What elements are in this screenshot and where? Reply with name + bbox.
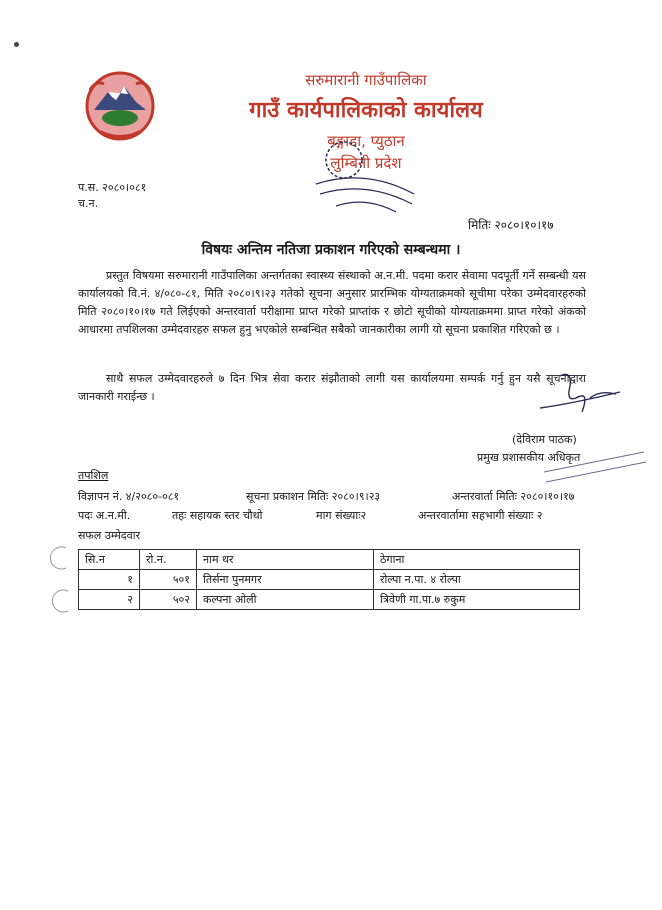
cell-name: तिर्सना पुनमगर: [197, 570, 374, 590]
cell-serial: २: [79, 590, 140, 610]
column-header-address: ठेगाना: [374, 550, 580, 570]
punch-hole-mark: [46, 545, 72, 571]
successful-candidates-label: सफल उम्मेदवार: [78, 529, 141, 542]
address-line-2: लुम्बिनी प्रदेश: [330, 154, 402, 172]
cell-serial: १: [79, 570, 140, 590]
subject-line: विषयः अन्तिम नतिजा प्रकाशन गरिएको सम्बन्धमा ।: [201, 242, 461, 258]
office-stamp: [296, 138, 436, 218]
column-header-name: नाम थर: [197, 550, 374, 570]
body-paragraph-2: साथै सफल उम्मेदवारहरुले ७ दिन भित्र सेवा करार संझौताको लागी यस कार्यालयमा सम्पर्क गर्नु हुन यसै सूचनाद्वारा जानकारी गराईन्छ ।: [78, 372, 586, 403]
body-paragraph-1: प्रस्तुत विषयमा सरुमारानी गाउँपालिका अन्तर्गतका स्वास्थ्य संस्थाको अ.न.मी. पदमा करार सेवामा पदपूर्ती गर्ने सम्बन्धी यस कार्यालयको वि.नं. ४/०८०-८१, मिति २०८०।९।२३ गतेको सूचना अनुसार प्रारम्भिक योग्यताक्रमको सूचीमा परेका उम्मेदवारहरुको मिति २०८०।१०।१७ गते लिईएको अन्तरवार्ता परीक्षामा प्राप्त गरेको प्राप्तांक र छोटो सूचीको योग्यताक्रममा प्राप्त गरेको अंकको आधारमा तपशिलका उम्मेदवारहरु सफल हुनु भएकोले सम्बन्धित सबैको जानकारीका लागी यो सूचना प्रकाशित गरिएको छ ।: [78, 269, 586, 336]
cell-roll: ५०२: [140, 590, 197, 610]
cell-name: कल्पना ओली: [197, 590, 374, 610]
signature-scribble: [520, 368, 630, 424]
table-row: [79, 590, 580, 610]
column-header-roll: रो.न.: [140, 550, 197, 570]
address-line-1: बङ्गाडा, प्युठान: [327, 132, 405, 150]
column-header-serial: सि.न: [79, 550, 140, 570]
annex-heading: तपशिल: [78, 469, 109, 482]
publish-date: सूचना प्रकाशन मितिः २०८०।९।२३: [246, 490, 381, 503]
cell-address: रोल्पा न.पा. ४ रोल्पा: [374, 570, 580, 590]
office-title: गाउँ कार्यपालिकाको कार्यालय: [249, 98, 483, 123]
advert-number: विज्ञापन नं. ४/२०८०-०८१: [78, 490, 180, 503]
municipality-name: सरुमारानी गाउँपालिका: [305, 71, 427, 89]
post-level: तहः सहायक स्तर चौथो: [172, 509, 263, 522]
signatory-name: (देविराम पाठक): [512, 433, 577, 446]
signatory-title: प्रमुख प्रशासकीय अधिकृत: [477, 451, 581, 464]
name-stamp: [540, 444, 650, 484]
reference-number: प.स. २०८०।०८१: [78, 181, 147, 194]
demand-count: माग संख्याः२: [316, 509, 367, 522]
post-name: पदः अ.न.मी.: [78, 509, 131, 522]
dispatch-number: च.न.: [78, 197, 99, 210]
participant-count: अन्तरवार्तामा सहभागी संख्याः २: [418, 509, 543, 522]
table-header-row: [79, 550, 580, 570]
cell-address: त्रिवेणी गा.पा.७ रुकुम: [374, 590, 580, 610]
cell-roll: ५०१: [140, 570, 197, 590]
punch-hole-mark: [48, 588, 74, 614]
table-row: [79, 570, 580, 590]
results-table: [78, 549, 580, 610]
letter-date: मितिः २०८०।१०।१७: [468, 218, 554, 232]
scan-dot: [14, 42, 19, 47]
interview-date: अन्तरवार्ता मितिः २०८०।१०।१७: [452, 490, 575, 503]
